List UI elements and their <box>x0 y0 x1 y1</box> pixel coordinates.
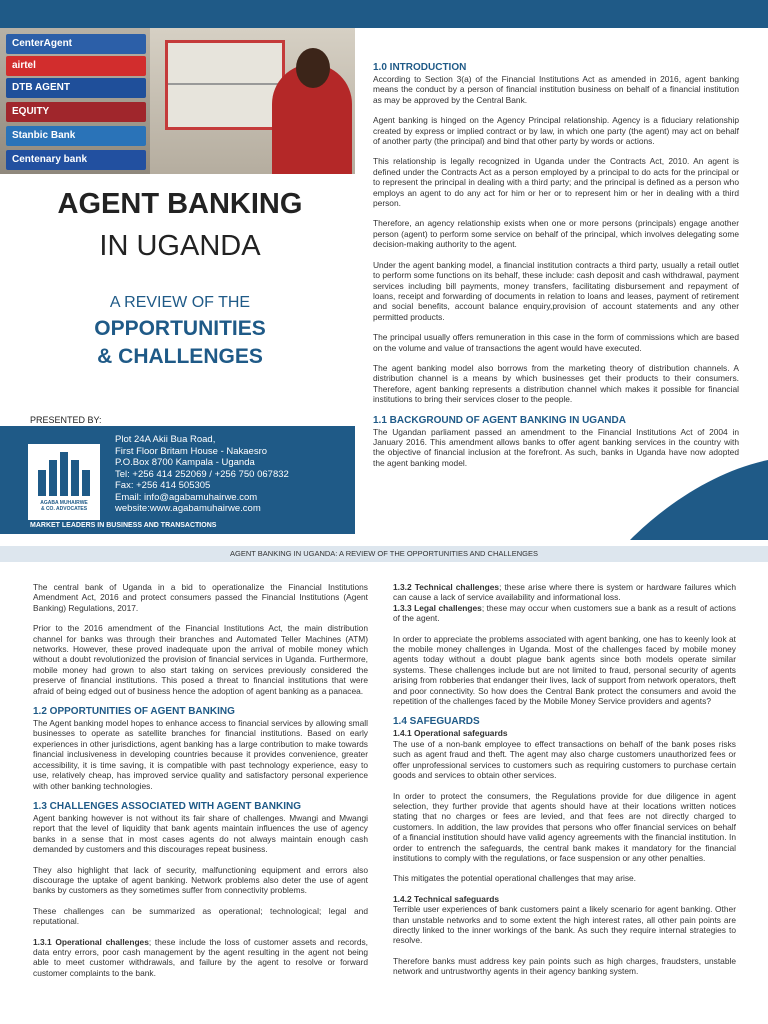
photo-sign: airtel <box>6 56 146 76</box>
cover-subtitle: IN UGANDA <box>99 230 261 262</box>
intro-paragraph: Agent banking is hinged on the Agency Principal relationship. Agency is a fiduciary relationship created by express or implied contract or by law, in which one party (the agent) may act on behalf of another party (the principal) and bind that other party by words or actions. <box>373 115 739 147</box>
intro-paragraph: The principal usually offers remuneration in this case in the form of commissions which are based on the volume and value of transactions the agent would have executed. <box>373 332 739 353</box>
photo-sign: EQUITY <box>6 102 146 122</box>
technical-challenges-label: 1.3.2 Technical challenges <box>393 582 500 592</box>
contact-line: Fax: +256 414 505305 <box>115 480 211 491</box>
body-paragraph <box>393 603 736 624</box>
contact-box <box>0 426 355 534</box>
photo-sign: Stanbic Bank <box>6 126 146 146</box>
body-paragraph: This mitigates the potential operational challenges that may arise. <box>393 873 637 884</box>
body-paragraph: Prior to the 2016 amendment of the Financial Institutions Act, the main distribution channel for banks was through their branches and Automated Teller Machines (ATM) networks. However, these proved inadequate upon the arrival of mobile money which without a doubt revolutionized the provision of financial services in Uganda. Furthermore, mobile money had grown to also start taking on services previously considered the preserve of financial institutions. This posed a threat to financial institutions that were afraid of being edged out of business hence the adoption of agent banking as a panacea. <box>33 623 368 696</box>
photo-person-head <box>296 48 330 88</box>
running-header: AGENT BANKING IN UGANDA: A REVIEW OF THE OPPORTUNITIES AND CHALLENGES <box>0 546 768 562</box>
body-paragraph: The central bank of Uganda in a bid to operationalize the Financial Institutions Amendment Act, 2016 and protect consumers passed the Financial Institutions (Agent Banking) Regulations, 2017. <box>33 582 368 613</box>
intro-paragraph: Under the agent banking model, a financial institution contracts a third party, usually a retail outlet to perform some functions on its behalf, these include: cash deposit and cash withdrawal, payment services including bill payments, money transfers, facilitating disbursement and repayment of loans, receipt and forwarding of documents in relation to loans and leases, payment of retirement and social benefits, account balance enquiry,provision of account statements and any other permitted products. <box>373 259 739 322</box>
technical-challenges-text: ; these arise where there is system or hardware failures which can cause a lack of service availability and informational loss. <box>393 582 736 603</box>
top-banner <box>0 0 768 28</box>
body-paragraph <box>393 582 736 603</box>
intro-paragraph: This relationship is legally recognized in Uganda under the Contracts Act, 2010. An agent is defined under the Contracts Act as a person employed by a principal to do acts for the principal or to represent the principal in dealing with a third party; and the principal is defined as a person who employs an agent to do any act for him or her or to represent him or her in dealing with a third person. <box>373 156 739 209</box>
background-heading: 1.1 BACKGROUND OF AGENT BANKING IN UGANDA <box>373 414 626 426</box>
technical-safeguards-heading: 1.4.2 Technical safeguards <box>393 893 499 904</box>
contact-line: P.O.Box 8700 Kampala - Uganda <box>115 457 255 468</box>
contact-details <box>115 434 289 515</box>
photo-sign: Centenary bank <box>6 150 146 170</box>
cover-opportunities: OPPORTUNITIES <box>94 317 266 340</box>
logo-graphic <box>38 452 90 496</box>
firm-tagline: MARKET LEADERS IN BUSINESS AND TRANSACTIONS <box>30 522 217 529</box>
cover-photo <box>0 28 355 174</box>
legal-challenges-text: ; these may occur when customers sue a bank as a result of actions of the agent. <box>393 602 736 624</box>
body-paragraph: They also highlight that lack of security, malfunctioning equipment and errors also discourage the uptake of agent banking. Network problems also deter the use of agent banks by customers as they sometimes suffer from connectivity problems. <box>33 864 368 896</box>
legal-challenges-label: 1.3.3 Legal challenges <box>393 602 482 613</box>
body-paragraph: The use of a non-bank employee to effect transactions on behalf of the bank poses risks such as agent fraud and theft. The agent may also charge customers unauthorized fees or offer unprofessional services to customers such as requiring customers to purchase certain goods and services to obtain other services. <box>393 738 736 781</box>
operational-safeguards-heading: 1.4.1 Operational safeguards <box>393 728 508 739</box>
decorative-wave <box>600 460 768 540</box>
body-paragraph: These challenges can be summarized as operational; technological; legal and reputational. <box>33 905 368 927</box>
cover-title: AGENT BANKING <box>57 188 303 220</box>
contact-line: Tel: +256 414 252069 / +256 750 067832 <box>115 468 289 480</box>
page2-left-column <box>33 582 368 988</box>
body-paragraph <box>33 937 368 979</box>
introduction-column <box>373 62 739 478</box>
presented-by-label: PRESENTED BY: <box>30 415 102 425</box>
operational-challenges-text: ; these include the loss of customer assets and records, data entry errors, poor cash management by the agent resulting in the agent not being able to meet customer withdrawals, and failure by the agent to resolve or forward customer complaints to the bank. <box>33 936 368 978</box>
safeguards-heading: 1.4 SAFEGUARDS <box>393 716 480 728</box>
photo-sign: DTB AGENT <box>6 78 146 98</box>
photo-window <box>165 40 285 130</box>
cover-challenges: & CHALLENGES <box>97 345 263 368</box>
intro-paragraph: The agent banking model also borrows from the marketing theory of distribution channels. A distribution channel is a means by which businesses get their products to their consumers. Therefore, agent banking represents a distribution channel which makes it possible for financial institutions to bring their services closer to the people. <box>373 362 739 405</box>
logo-text: AGABA MUHAIRWE & CO. ADVOCATES <box>40 500 88 512</box>
intro-heading: 1.0 INTRODUCTION <box>373 62 467 73</box>
opportunities-heading: 1.2 OPPORTUNITIES OF AGENT BANKING <box>33 706 235 718</box>
background-paragraph: The Ugandan parliament passed an amendment to the Financial Institutions Act of 2004 in January 2016. This amendment allows banks to offer agent banking services in the country with the objective of financial inclusion at the forefront. As such, banks in Uganda have now adopted the agent banking model. <box>373 426 739 468</box>
body-paragraph: In order to protect the consumers, the Regulations provide for due diligence in agent selection, they further provide that agents should have at their locations written notices stating that no charges or fees are levied, and that fees are not directly charged to customers. In addition, the law provides that persons who offer financial services on behalf of a financial institution should have valid agency agreements with the financial institution. In order to entrench the safeguards, the central bank makes it mandatory for the financial institutions to comply with the regulations, or face suspension or any other penalties. <box>393 790 736 863</box>
intro-paragraph: According to Section 3(a) of the Financial Institutions Act as amended in 2016, agent banking means the conduct by a person of financial institution business on behalf of a financial institution as may be approved by the Central Bank. <box>373 74 739 105</box>
cover-review: A REVIEW OF THE <box>109 294 251 311</box>
body-paragraph: The Agent banking model hopes to enhance access to financial services by allowing small businesses to operate as satellite branches for financial institutions. Based on early experiences in other jurisdictions, agent banking has a large contribution to make towards financial inclusiveness in developing countries because it provides convenience, greater accessibility, it is time saving, it is compatible with past technology experience, easy to use, relatively cheap, has improved service quality and satisfactory personal experience with other banking technologies. <box>33 718 368 791</box>
intro-paragraph: Therefore, an agency relationship exists when one or more persons (principals) engage another person (agent) to perform some service on behalf of the principal, which involves delegating some decision-making authority to the agent. <box>373 218 739 250</box>
contact-email[interactable]: Email: info@agabamuhairwe.com <box>115 491 258 503</box>
operational-challenges-label: 1.3.1 Operational challenges <box>33 936 149 947</box>
body-paragraph: Agent banking however is not without its fair share of challenges. Mwangi and Mwangi report that the level of liquidity that bank agents maintain influences the use of agency banks in a sense that in most cases agents do not always maintain enough cash demanded by customers and this discourages repeat business. <box>33 812 368 855</box>
page2-right-column <box>393 582 736 987</box>
firm-logo <box>28 444 100 520</box>
body-paragraph: In order to appreciate the problems associated with agent banking, one has to keenly look at the mobile money challenges in Uganda. Most of the challenges faced by mobile money agents today without a doubt plague bank agents since both models operate similar systems. These challenges include but are not limited to fraud, personal security of agents arising from robberies that endanger their lives, lack of support from network operators, theft and poor connectivity. So how does the Central Bank protect the consumers and avoid the repetition of the challenges faced by the Mobile Money Service providers and agents? <box>393 633 736 707</box>
photo-sign: CenterAgent <box>6 34 146 54</box>
body-paragraph: Therefore banks must address key pain points such as high charges, fraudsters, unstable network and untrustworthy agents in their agency banking system. <box>393 955 736 977</box>
contact-line: Plot 24A Akii Bua Road, <box>115 434 216 445</box>
challenges-heading: 1.3 CHALLENGES ASSOCIATED WITH AGENT BANKING <box>33 800 301 812</box>
body-paragraph: Terrible user experiences of bank customers paint a likely scenario for agent banking. Other than unstable networks and to some extent the high interest rates, all other pain points are directly linked to the inner workings of the bank. As such they require internal strategies to resolve. <box>393 904 736 946</box>
contact-website[interactable]: website:www.agabamuhairwe.com <box>115 503 261 514</box>
contact-line: First Floor Britam House - Nakaesro <box>115 445 268 457</box>
